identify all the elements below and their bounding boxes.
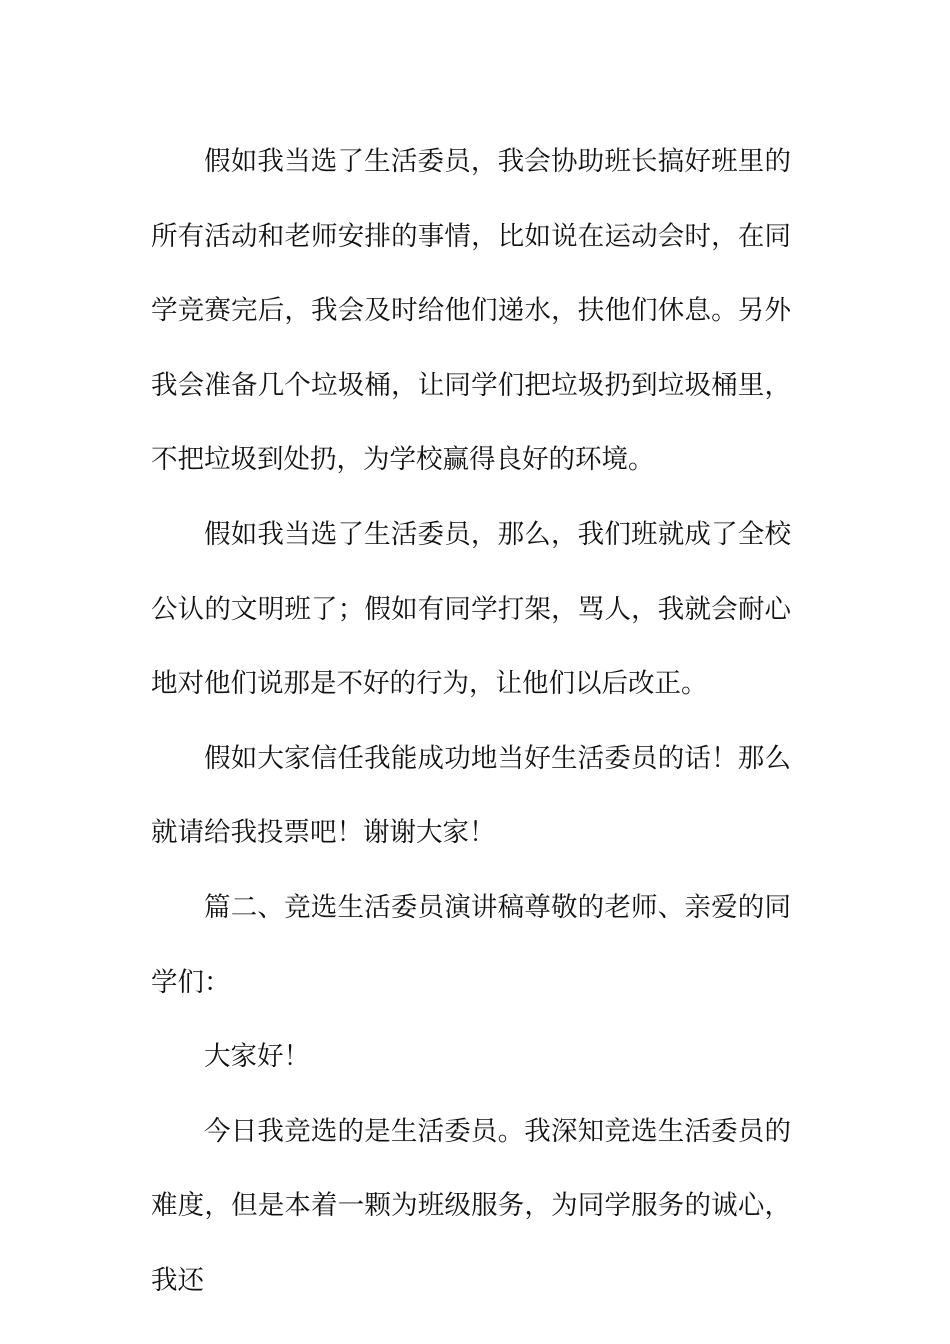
greeting-paragraph: 大家好！ — [204, 1041, 310, 1073]
paragraph-2: 假如我当选了生活委员，那么，我们班就成了全校公认的文明班了；假如有同学打架，骂人，我就会耐心地对他们说那是不好的行为，让他们以后改正。 — [151, 518, 791, 700]
paragraph-3: 假如大家信任我能成功地当好生活委员的话！那么就请给我投票吧！谢谢大家！ — [151, 742, 791, 849]
paragraph-6: 今日我竞选的是生活委员。我深知竞选生活委员的难度，但是本着一颗为班级服务，为同学服务的诚心，我还 — [151, 1115, 791, 1296]
section-heading-paragraph: 篇二、竞选生活委员演讲稿尊敬的老师、亲爱的同学们： — [151, 891, 791, 998]
paragraph-1: 假如我当选了生活委员，我会协助班长搞好班里的所有活动和老师安排的事情，比如说在运动会时，在同学竞赛完后，我会及时给他们递水，扶他们休息。另外我会准备几个垃圾桶，让同学们把垃圾扔到垃圾桶里，不把垃圾到处扔，为学校赢得良好的环境。 — [151, 146, 791, 476]
document-body — [151, 125, 791, 1319]
